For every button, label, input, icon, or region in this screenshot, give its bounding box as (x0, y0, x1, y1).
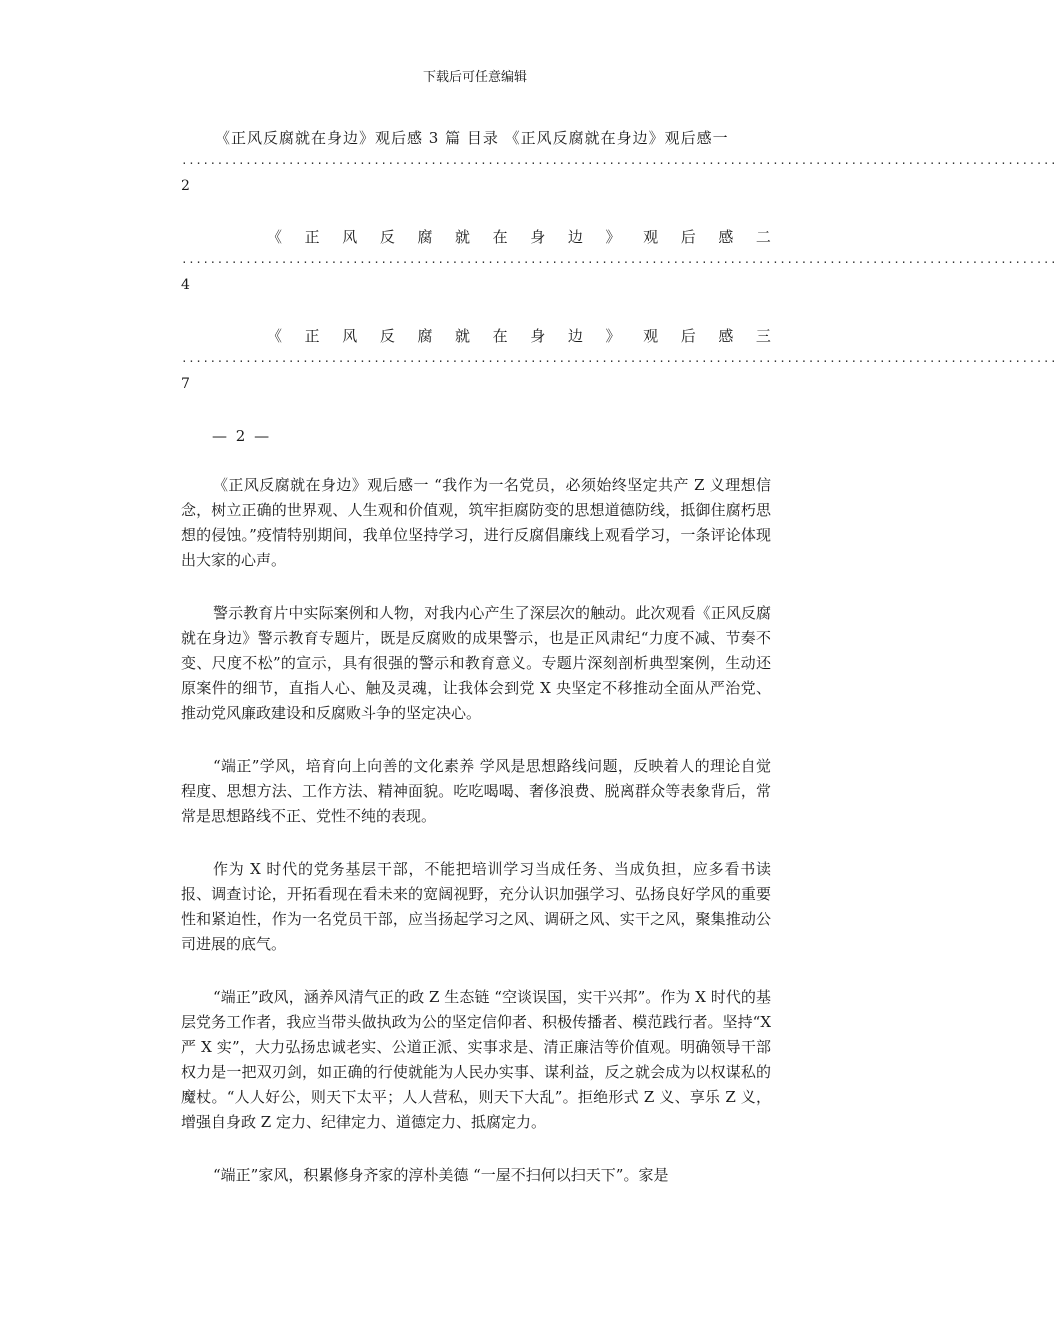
toc-char: 》 (605, 228, 621, 246)
toc-char: 正 (304, 327, 320, 345)
toc-char: 就 (455, 327, 471, 345)
toc-char: 后 (680, 228, 696, 246)
header-note: 下载后可任意编辑 (422, 70, 527, 85)
essay-body (181, 473, 771, 1216)
toc-char: 后 (680, 327, 696, 345)
toc-page-number: 2 (181, 178, 190, 194)
toc-char: 在 (492, 228, 508, 246)
toc-char: 身 (530, 228, 546, 246)
toc-entry-1 (181, 127, 1057, 194)
toc-char: 反 (379, 327, 395, 345)
toc-char: 《 (267, 327, 283, 345)
toc-char: 正 (304, 228, 320, 246)
paragraph: “端正”家风，积累修身齐家的淳朴美德 “一屋不扫何以扫天下”。家是 (213, 1166, 669, 1184)
toc-char: 《 (267, 228, 283, 246)
toc-char: 边 (567, 228, 583, 246)
toc-intro: 《正风反腐就在身边》观后感 3 篇 目录 《正风反腐就在身边》观后感一 (215, 129, 729, 147)
toc-leader-dots: ........................................................................................................................... (181, 154, 1057, 167)
paragraph: “端正”学风，培育向上向善的文化素养 学风是思想路线问题，反映着人的理论自觉程度、思想方法、工作方法、精神面貌。吃吃喝喝、奢侈浪费、脱离群众等表象背后，常常是思想路线不正、党性不纯的表现。 (181, 757, 771, 825)
toc-char: 观 (643, 327, 659, 345)
toc-char: 二 (755, 228, 771, 246)
toc-char: 腐 (417, 327, 433, 345)
toc-char: 》 (605, 327, 621, 345)
toc-entry-2 (181, 226, 1057, 293)
toc-char: 感 (718, 327, 734, 345)
toc-char: 边 (567, 327, 583, 345)
paragraph: 作为 X 时代的党务基层干部，不能把培训学习当成任务、当成负担，应多看书读报、调查讨论，开拓看现在看未来的宽阔视野，充分认识加强学习、弘扬良好学风的重要性和紧迫性，作为一名党员干部，应当扬起学习之风、调研之风、实干之风，聚集推动公司进展的底气。 (181, 860, 771, 953)
page-number-marker: — 2 — (212, 427, 272, 445)
toc-char: 反 (379, 228, 395, 246)
toc-title (181, 226, 771, 247)
toc-char: 腐 (417, 228, 433, 246)
toc-char: 风 (342, 327, 358, 345)
toc-page-number: 4 (181, 277, 190, 293)
toc-page-number: 7 (181, 376, 190, 392)
toc-title (181, 325, 771, 346)
toc-char: 观 (643, 228, 659, 246)
toc-char: 风 (342, 228, 358, 246)
toc-char: 三 (755, 327, 771, 345)
toc-char: 身 (530, 327, 546, 345)
toc-leader-dots: ........................................................................................................................... (181, 253, 1057, 266)
toc-char: 就 (455, 228, 471, 246)
paragraph: 警示教育片中实际案例和人物，对我内心产生了深层次的触动。此次观看《正风反腐就在身边》警示教育专题片，既是反腐败的成果警示，也是正风肃纪“力度不减、节奏不变、尺度不松”的宣示，具有很强的警示和教育意义。专题片深刻剖析典型案例，生动还原案件的细节，直指人心、触及灵魂，让我体会到党 X 央坚定不移推动全面从严治党、推动党风廉政建设和反腐败斗争的坚定决心。 (181, 604, 771, 722)
paragraph: 《正风反腐就在身边》观后感一 “我作为一名党员，必须始终坚定共产 Z 义理想信念，树立正确的世界观、人生观和价值观，筑牢拒腐防变的思想道德防线，抵御住腐朽思想的侵蚀。”疫情特别期间，我单位坚持学习，进行反腐倡廉线上观看学习，一条评论体现出大家的心声。 (181, 476, 771, 569)
toc-leader-dots: ........................................................................................................................... (181, 352, 1057, 365)
toc-char: 在 (492, 327, 508, 345)
paragraph: “端正”政风，涵养风清气正的政 Z 生态链 “空谈误国，实干兴邦”。作为 X 时代的基层党务工作者，我应当带头做执政为公的坚定信仰者、积极传播者、模范践行者。坚持“X 严 X 实”，大力弘扬忠诚老实、公道正派、实事求是、清正廉洁等价值观。明确领导干部权力是一把双刃剑，如正确的行使就能为人民办实事、谋利益，反之就会成为以权谋私的魔杖。“人人好公，则天下太平；人人营私，则天下大乱”。拒绝形式 Z 义、享乐 Z 义，增强自身政 Z 定力、纪律定力、道德定力、抵腐定力。 (181, 988, 771, 1131)
toc-char: 感 (718, 228, 734, 246)
toc-entry-3 (181, 325, 1057, 392)
